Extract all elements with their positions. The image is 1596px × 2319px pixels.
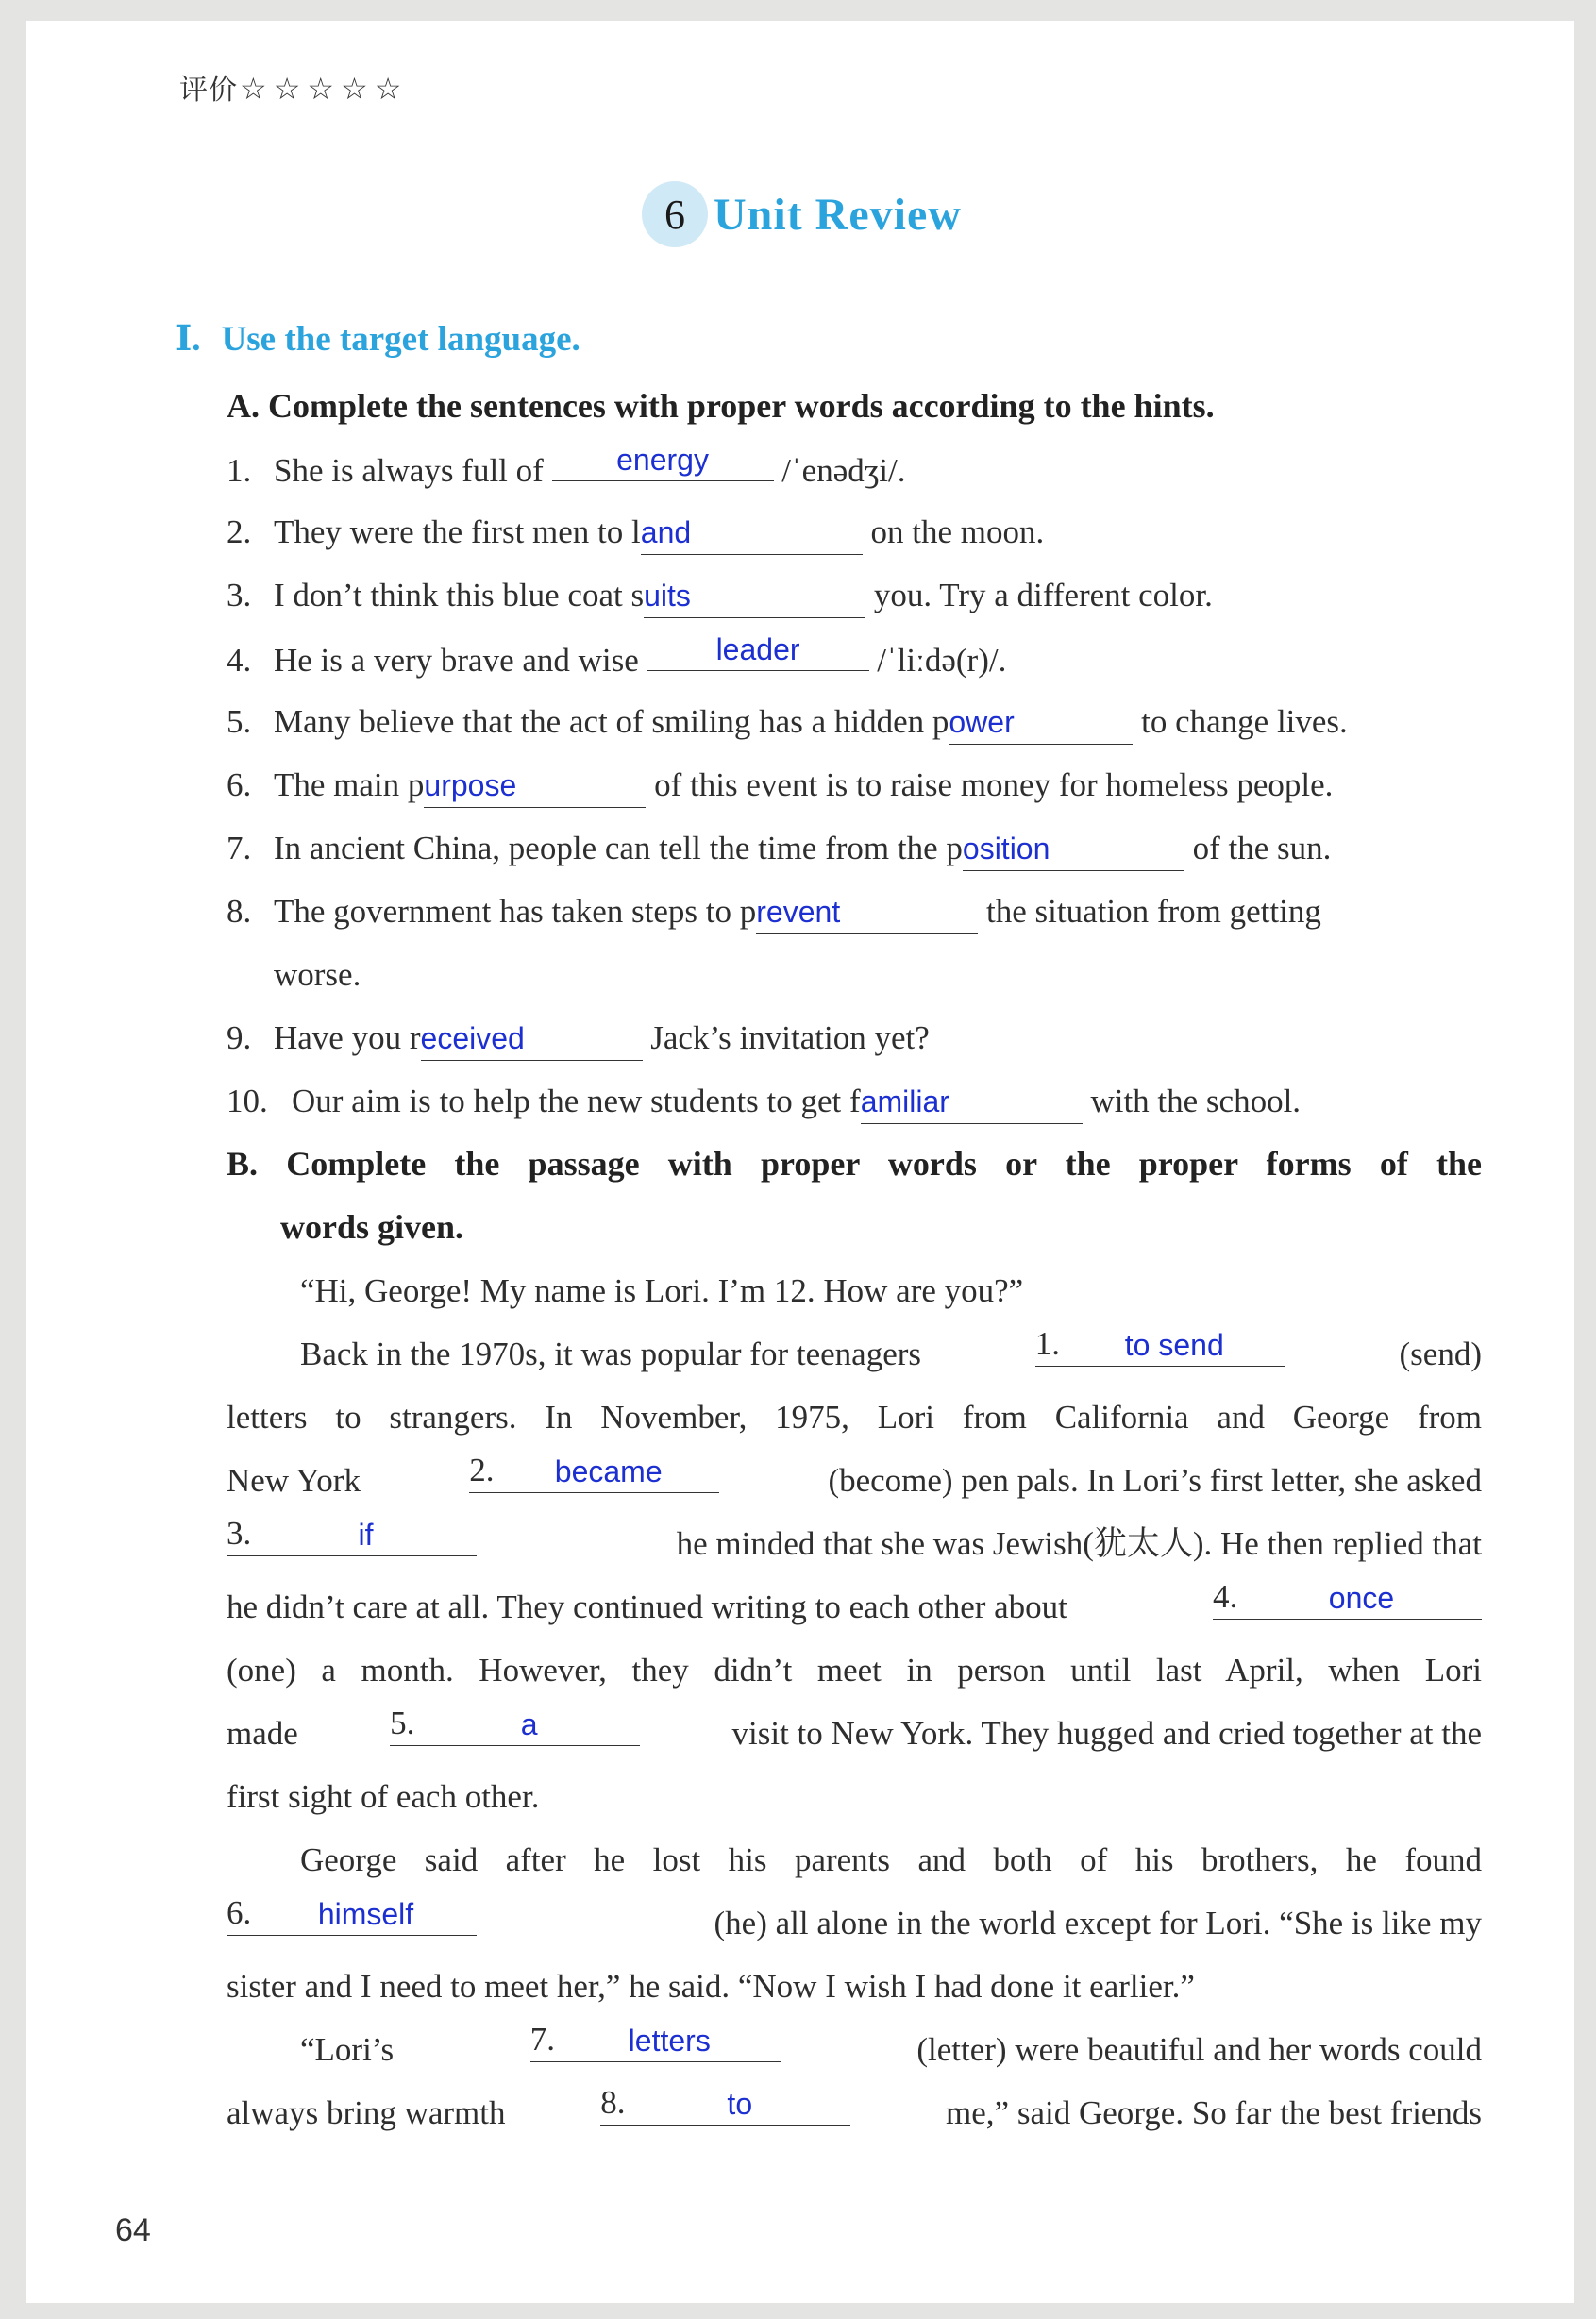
passage-text: (become) pen pals. In Lori’s first letter, she asked	[828, 1462, 1482, 1499]
passage-text: me,” said George. So far the best friends	[946, 2094, 1482, 2131]
rating-stars: ☆☆☆☆☆	[240, 71, 409, 107]
unit-number-badge: 6	[642, 181, 708, 247]
part-a-heading: A. Complete the sentences with proper words according to the hints.	[227, 387, 1215, 425]
answer-blank[interactable]	[756, 890, 978, 934]
answer-blank[interactable]	[424, 764, 646, 808]
item-text: to change lives.	[1133, 703, 1348, 740]
answer-blank[interactable]	[421, 1017, 643, 1061]
answer-blank[interactable]	[647, 627, 869, 671]
item-number: 7.	[227, 830, 252, 866]
item-text: /ˈenədʒi/.	[773, 452, 906, 489]
item-text: /ˈliːdə(r)/.	[868, 642, 1007, 679]
item-text: Have you r	[274, 1019, 421, 1056]
handwritten-answer: amiliar	[860, 1084, 949, 1118]
item-text: of this event is to raise money for homeless people.	[646, 766, 1334, 803]
passage-line	[227, 1891, 1482, 1955]
exercise-item-7	[227, 816, 1482, 880]
handwritten-answer: letters	[628, 2024, 711, 2058]
rating-label: 评价	[179, 74, 238, 107]
passage-text: (letter) were beautiful and her words could	[916, 2031, 1482, 2068]
passage-text: Back in the 1970s, it was popular for teenagers	[300, 1336, 922, 1372]
item-number: 5.	[227, 703, 252, 740]
item-text: Our aim is to help the new students to get f	[292, 1083, 861, 1119]
blank-number: 5.	[390, 1705, 415, 1741]
passage-line: “Hi, George! My name is Lori. I’m 12. How are you?”	[300, 1272, 1024, 1309]
handwritten-answer: eceived	[420, 1021, 525, 1055]
rating-row	[179, 66, 408, 108]
exercise-item-8	[227, 880, 1482, 943]
item-number: 6.	[227, 766, 252, 803]
passage-text: (he) all alone in the world except for Lori. “She is like my	[714, 1905, 1482, 1941]
passage-text: visit to New York. They hugged and cried together at the	[731, 1715, 1482, 1752]
item-text: Many believe that the act of smiling has a hidden p	[274, 703, 949, 740]
handwritten-answer: urpose	[424, 768, 517, 802]
part-b-heading: B. Complete the passage with proper words or the proper forms of the	[227, 1145, 1482, 1183]
exercise-item-5	[227, 690, 1482, 753]
blank-number: 4.	[1213, 1578, 1238, 1615]
item-text: The government has taken steps to p	[274, 893, 757, 930]
handwritten-answer: leader	[715, 632, 800, 666]
passage-line: (one) a month. However, they didn’t meet in person until last April, when Lori	[227, 1652, 1482, 1689]
passage-line	[227, 1512, 1482, 1575]
passage-line: George said after he lost his parents and both of his brothers, he found	[300, 1841, 1482, 1878]
passage-text: always bring warmth	[227, 2094, 506, 2131]
exercise-item-2	[227, 500, 1482, 563]
exercise-item-3	[227, 563, 1482, 627]
exercise-item-9	[227, 1006, 1482, 1069]
passage-line	[300, 2018, 1482, 2081]
blank-number: 3.	[227, 1515, 252, 1552]
passage-line: first sight of each other.	[227, 1778, 540, 1815]
section-title: Use the target language.	[221, 320, 580, 359]
item-text: He is a very brave and wise	[274, 642, 647, 679]
item-number: 10.	[227, 1083, 268, 1119]
passage-line	[227, 1449, 1482, 1512]
unit-title-text: Unit Review	[714, 189, 962, 240]
handwritten-answer: if	[358, 1518, 374, 1552]
handwritten-answer: revent	[756, 895, 841, 929]
passage-text: New York	[227, 1462, 361, 1499]
handwritten-answer: uits	[644, 579, 691, 613]
item-text: I don’t think this blue coat s	[274, 577, 645, 613]
handwritten-answer: to	[727, 2087, 753, 2121]
handwritten-answer: once	[1328, 1581, 1395, 1615]
passage-text: (send)	[1399, 1336, 1482, 1372]
item-text: The main p	[274, 766, 425, 803]
item-number: 1.	[227, 452, 252, 489]
passage-text: “Lori’s	[300, 2031, 395, 2068]
exercise-item-10	[227, 1069, 1482, 1133]
passage-text: made	[227, 1715, 298, 1752]
page-number: 64	[115, 2212, 151, 2248]
section-heading	[176, 317, 580, 360]
answer-blank-8[interactable]	[600, 2081, 850, 2126]
passage-line: sister and I need to meet her,” he said. “Now I wish I had done it earlier.”	[227, 1968, 1195, 2005]
item-number: 4.	[227, 642, 252, 679]
handwritten-answer: and	[640, 515, 692, 549]
answer-blank[interactable]	[641, 511, 863, 555]
item-text: In ancient China, people can tell the time from the p	[274, 830, 963, 866]
answer-blank-6[interactable]	[227, 1891, 477, 1936]
item-number: 2.	[227, 513, 252, 550]
item-text: you. Try a different color.	[865, 577, 1213, 613]
part-b-heading-cont: words given.	[280, 1208, 464, 1246]
handwritten-answer: to send	[1124, 1328, 1224, 1362]
answer-blank-5[interactable]	[390, 1702, 640, 1746]
passage-text: he didn’t care at all. They continued writing to each other about	[227, 1588, 1067, 1625]
item-number: 8.	[227, 893, 252, 930]
answer-blank[interactable]	[644, 574, 865, 618]
item-text: of the sun.	[1184, 830, 1332, 866]
answer-blank[interactable]	[949, 700, 1133, 745]
passage-line	[227, 1575, 1482, 1638]
item-text: She is always full of	[274, 452, 552, 489]
item-text: on the moon.	[862, 513, 1045, 550]
handwritten-answer: a	[520, 1707, 538, 1741]
exercise-item-6	[227, 753, 1482, 816]
blank-number: 1.	[1034, 1325, 1061, 1362]
blank-number: 8.	[600, 2084, 626, 2121]
exercise-item-8-continued: worse.	[274, 956, 361, 993]
passage-line: letters to strangers. In November, 1975, Lori from California and George from	[227, 1399, 1482, 1436]
passage-line	[300, 1322, 1482, 1386]
item-text: They were the first men to l	[274, 513, 641, 550]
answer-blank-1[interactable]	[1035, 1322, 1285, 1367]
blank-number: 2.	[469, 1452, 495, 1488]
item-number: 9.	[227, 1019, 252, 1056]
handwritten-answer: became	[554, 1454, 663, 1488]
answer-blank[interactable]	[963, 827, 1184, 871]
answer-blank-4[interactable]	[1213, 1575, 1482, 1620]
passage-line	[227, 2081, 1482, 2144]
answer-blank-3[interactable]	[227, 1512, 477, 1556]
exercise-item-4	[227, 627, 1482, 690]
unit-title	[642, 179, 962, 249]
handwritten-answer: energy	[616, 443, 709, 477]
exercise-item-1	[227, 437, 1482, 500]
answer-blank[interactable]	[552, 437, 774, 481]
blank-number: 6.	[227, 1894, 252, 1931]
answer-blank-7[interactable]	[530, 2018, 781, 2062]
passage-text: he minded that she was Jewish(犹太人). He then replied that	[676, 1525, 1482, 1562]
section-roman-numeral: Ⅰ.	[176, 320, 201, 359]
item-number: 3.	[227, 577, 252, 613]
passage-line	[227, 1702, 1482, 1765]
answer-blank-2[interactable]	[469, 1449, 719, 1493]
answer-blank[interactable]	[861, 1080, 1083, 1124]
item-text: Jack’s invitation yet?	[642, 1019, 930, 1056]
handwritten-answer: ower	[949, 705, 1015, 739]
handwritten-answer: himself	[317, 1897, 414, 1931]
handwritten-answer: osition	[962, 832, 1050, 865]
item-text: with the school.	[1082, 1083, 1302, 1119]
item-text: the situation from getting	[978, 893, 1321, 930]
blank-number: 7.	[529, 2021, 555, 2058]
